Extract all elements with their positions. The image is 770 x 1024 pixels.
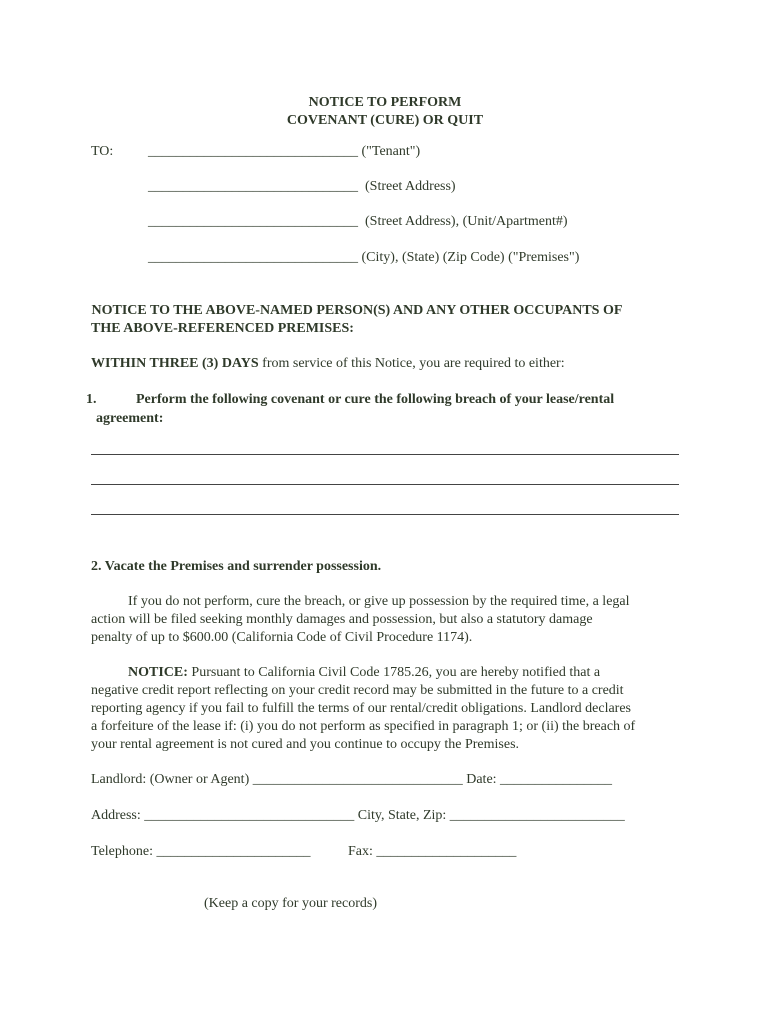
- paragraph1-line1: If you do not perform, cure the breach, or give up possession by the required time, a legal: [128, 594, 630, 609]
- paragraph2-line2: negative credit report reflecting on your credit record may be submitted in the future to a credit: [91, 683, 624, 698]
- paragraph2-line5: your rental agreement is not cured and you continue to occupy the Premises.: [91, 737, 520, 752]
- street-address-unit-line: ______________________________ (Street Address), (Unit/Apartment#): [148, 214, 568, 229]
- item1-text-line2: agreement:: [96, 411, 164, 426]
- item1-number: 1.: [86, 392, 97, 407]
- within-three-days-rest: from service of this Notice, you are required to either:: [258, 356, 565, 371]
- item2-text: 2. Vacate the Premises and surrender possession.: [91, 559, 382, 574]
- item1-text-line1: Perform the following covenant or cure the following breach of your lease/rental: [136, 392, 615, 407]
- notice-heading-line2: THE ABOVE-REFERENCED PREMISES:: [91, 321, 354, 336]
- tenant-line: ______________________________ ("Tenant"): [148, 144, 421, 159]
- address-line: Address: ______________________________ City, State, Zip: _________________________: [91, 808, 625, 823]
- footer-note: (Keep a copy for your records): [204, 896, 377, 911]
- blank-line-3: [91, 514, 679, 515]
- notice-heading-line1: NOTICE TO THE ABOVE-NAMED PERSON(S) AND ANY OTHER OCCUPANTS OF: [88, 303, 623, 318]
- within-three-days-bold: WITHIN THREE (3) DAYS: [91, 356, 259, 371]
- street-address-line: ______________________________ (Street Address): [148, 179, 456, 194]
- notice-bold-label: NOTICE:: [128, 665, 188, 680]
- to-label: TO:: [91, 144, 114, 159]
- page-title-line1: NOTICE TO PERFORM: [308, 95, 462, 110]
- paragraph2-line1-rest: Pursuant to California Civil Code 1785.26, you are hereby notified that a: [187, 665, 601, 680]
- paragraph1-line2: action will be filed seeking monthly damages and possession, but also a statutory damage: [91, 612, 593, 627]
- page-title-line2: COVENANT (CURE) OR QUIT: [286, 113, 484, 128]
- blank-line-2: [91, 484, 679, 485]
- landlord-signature-line: Landlord: (Owner or Agent) ______________________________ Date: ________________: [91, 772, 613, 787]
- telephone-line: Telephone: ______________________: [91, 844, 311, 859]
- within-three-days-sentence: [91, 355, 565, 373]
- paragraph2-line1: [128, 664, 600, 682]
- blank-line-1: [91, 454, 679, 455]
- paragraph1-line3: penalty of up to $600.00 (California Code of Civil Procedure 1174).: [91, 630, 473, 645]
- fax-line: Fax: ____________________: [348, 844, 517, 859]
- paragraph2-line4: a forfeiture of the lease if: (i) you do not perform as specified in paragraph 1; or (ii) the breach of: [91, 719, 636, 734]
- paragraph2-line3: reporting agency if you fail to fulfill the terms of our rental/credit obligations. Landlord declares: [91, 701, 631, 716]
- city-state-zip-line: ______________________________ (City), (State) (Zip Code) ("Premises"): [148, 250, 580, 265]
